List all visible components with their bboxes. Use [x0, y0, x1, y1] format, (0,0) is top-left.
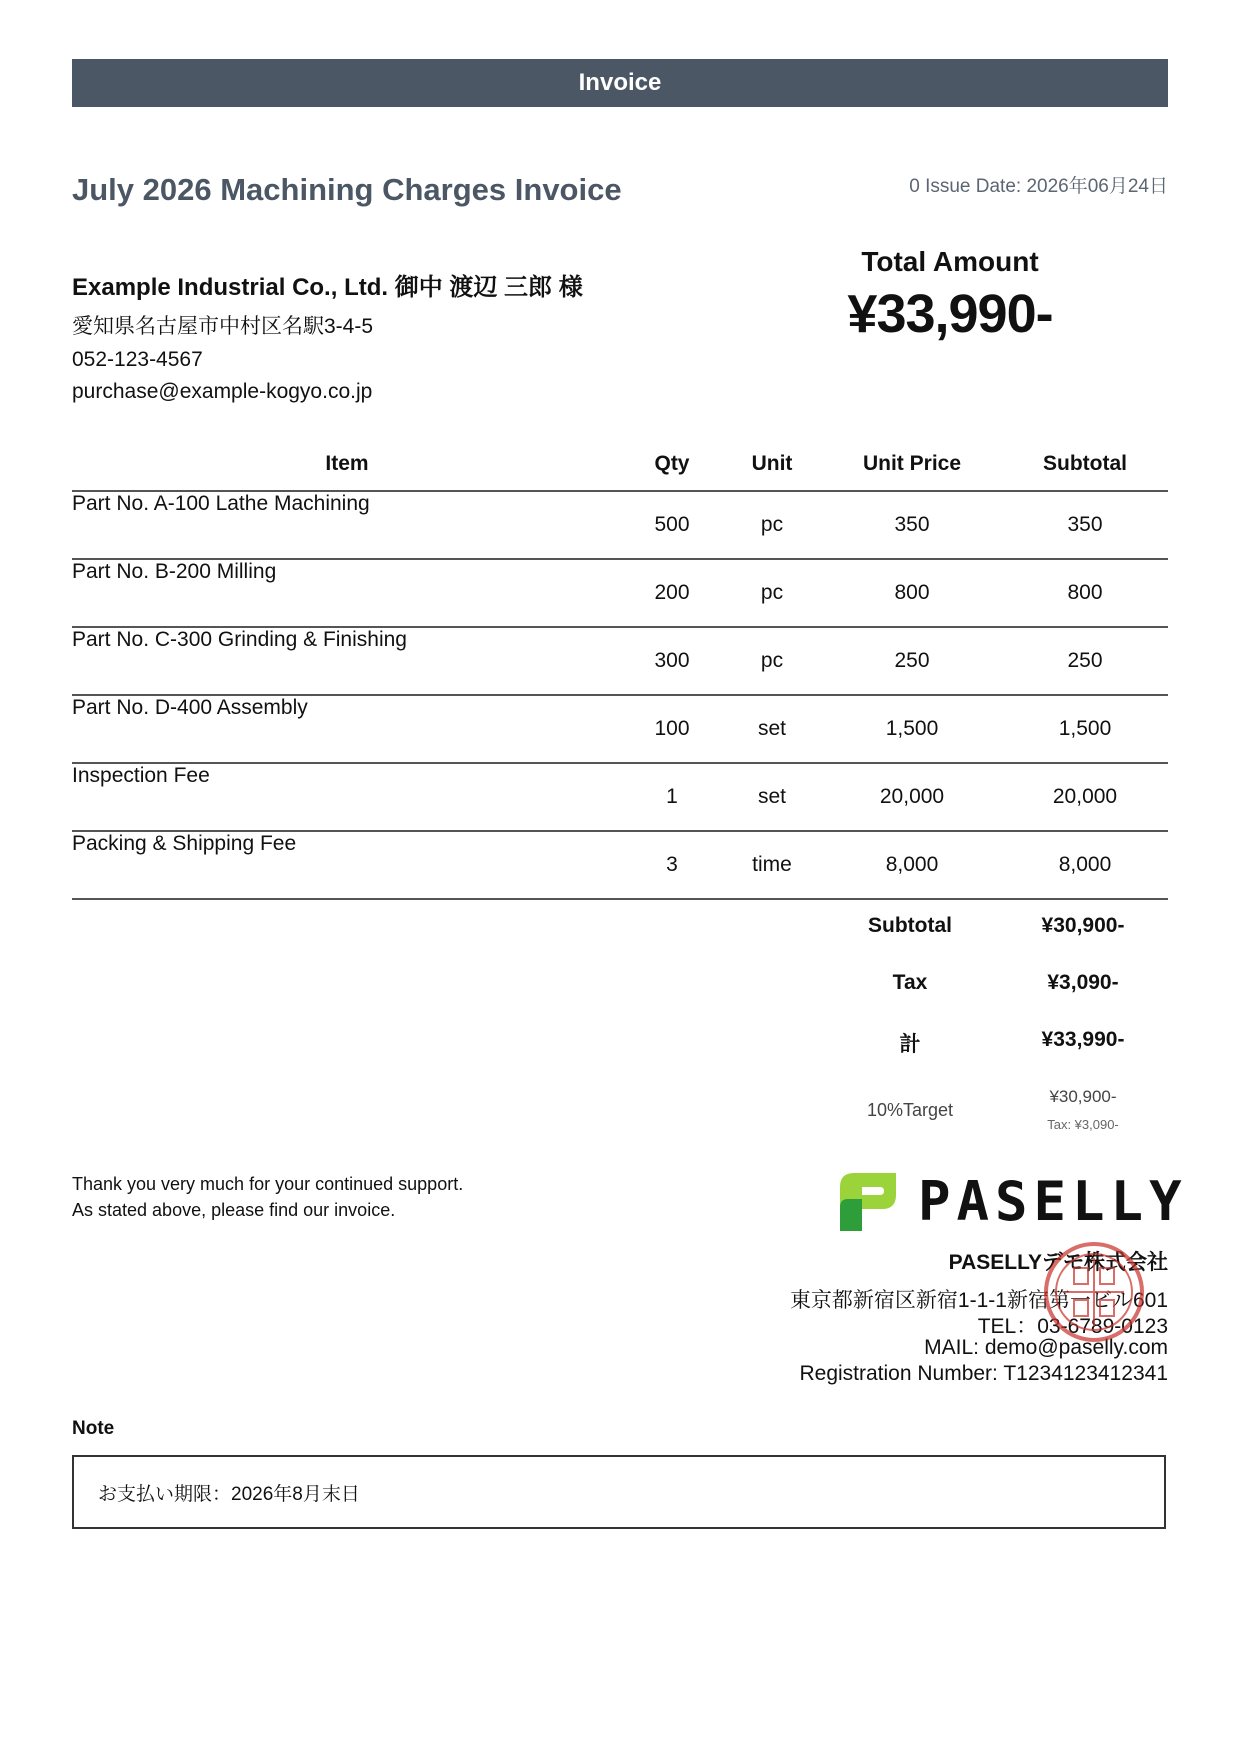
cell-item: Packing & Shipping Fee	[72, 831, 622, 899]
logo-wordmark: PASELLY	[918, 1170, 1188, 1233]
table-row	[72, 831, 1168, 899]
cell-subtotal: 1,500	[1002, 695, 1168, 763]
cell-subtotal: 8,000	[1002, 831, 1168, 899]
cell-unit: time	[722, 831, 822, 899]
issue-date: 0 Issue Date: 2026年06月24日	[909, 176, 1168, 197]
cell-unit: set	[722, 695, 822, 763]
header-unit: Unit	[722, 438, 822, 491]
summary-total-value: ¥33,990-	[1041, 1028, 1125, 1051]
cell-unit: set	[722, 763, 822, 831]
cell-unit-price: 8,000	[822, 831, 1002, 899]
cell-subtotal: 350	[1002, 491, 1168, 559]
table-row	[72, 559, 1168, 627]
cell-qty: 1	[622, 763, 722, 831]
cell-item: Part No. B-200 Milling	[72, 559, 622, 627]
tax-rate-label: 10%Target	[866, 1100, 954, 1120]
note-box	[72, 1455, 1166, 1529]
summary-tax-label: Tax	[892, 971, 928, 994]
customer-name: Example Industrial Co., Ltd. 御中 渡辺 三郎 様	[72, 274, 583, 301]
summary-subtotal-value: ¥30,900-	[1041, 914, 1125, 937]
cell-unit-price: 20,000	[822, 763, 1002, 831]
tax-rate-tax: Tax: ¥3,090-	[1047, 1117, 1119, 1132]
summary-subtotal-label: Subtotal	[868, 914, 952, 937]
invoice-header-bar	[72, 59, 1168, 107]
cell-unit-price: 800	[822, 559, 1002, 627]
issuer-company-name: PASELLYデモ株式会社	[948, 1251, 1168, 1274]
thanks-message-line2: As stated above, please find our invoice.	[72, 1200, 396, 1220]
cell-item: Part No. D-400 Assembly	[72, 695, 622, 763]
table-row	[72, 763, 1168, 831]
issuer-tel: TEL：03-6789-0123	[977, 1315, 1168, 1338]
company-logo	[840, 1170, 1188, 1233]
header-item: Item	[72, 438, 622, 491]
cell-qty: 3	[622, 831, 722, 899]
issuer-address: 東京都新宿区新宿1-1-1新宿第一ビル601	[789, 1289, 1168, 1312]
note-text: お支払い期限：2026年8月末日	[98, 1483, 360, 1505]
cell-unit-price: 350	[822, 491, 1002, 559]
cell-subtotal: 250	[1002, 627, 1168, 695]
document-title: July 2026 Machining Charges Invoice	[72, 172, 622, 207]
cell-qty: 500	[622, 491, 722, 559]
cell-unit-price: 250	[822, 627, 1002, 695]
cell-unit: pc	[722, 627, 822, 695]
tax-rate-amount: ¥30,900-	[1049, 1087, 1117, 1106]
invoice-header-title: Invoice	[578, 69, 662, 96]
cell-unit: pc	[722, 491, 822, 559]
summary-total-label: 計	[899, 1033, 921, 1056]
pasely-leaf-logo-icon	[840, 1173, 896, 1231]
cell-item: Part No. C-300 Grinding & Finishing	[72, 627, 622, 695]
customer-email: purchase@example-kogyo.co.jp	[72, 380, 373, 403]
thanks-message-line1: Thank you very much for your continued support.	[72, 1174, 464, 1194]
table-header-row	[72, 438, 1168, 491]
cell-qty: 100	[622, 695, 722, 763]
cell-unit-price: 1,500	[822, 695, 1002, 763]
issuer-registration: Registration Number: T1234123412341	[799, 1362, 1168, 1385]
table-row	[72, 695, 1168, 763]
summary-tax-value: ¥3,090-	[1047, 971, 1119, 994]
cell-subtotal: 20,000	[1002, 763, 1168, 831]
table-row	[72, 627, 1168, 695]
cell-unit: pc	[722, 559, 822, 627]
note-label: Note	[72, 1418, 115, 1439]
header-unit-price: Unit Price	[822, 438, 1002, 491]
header-qty: Qty	[622, 438, 722, 491]
customer-phone: 052-123-4567	[72, 348, 203, 371]
total-amount-label: Total Amount	[861, 246, 1039, 277]
cell-item: Part No. A-100 Lathe Machining	[72, 491, 622, 559]
cell-item: Inspection Fee	[72, 763, 622, 831]
company-seal-stamp-icon	[1040, 1238, 1148, 1346]
table-row	[72, 491, 1168, 559]
issuer-mail: MAIL: demo@paselly.com	[924, 1336, 1168, 1359]
customer-address: 愛知県名古屋市中村区名駅3-4-5	[72, 315, 374, 338]
line-items-table	[72, 438, 1168, 900]
header-subtotal: Subtotal	[1002, 438, 1168, 491]
total-amount-value: ¥33,990-	[847, 284, 1053, 344]
cell-qty: 300	[622, 627, 722, 695]
cell-qty: 200	[622, 559, 722, 627]
cell-subtotal: 800	[1002, 559, 1168, 627]
